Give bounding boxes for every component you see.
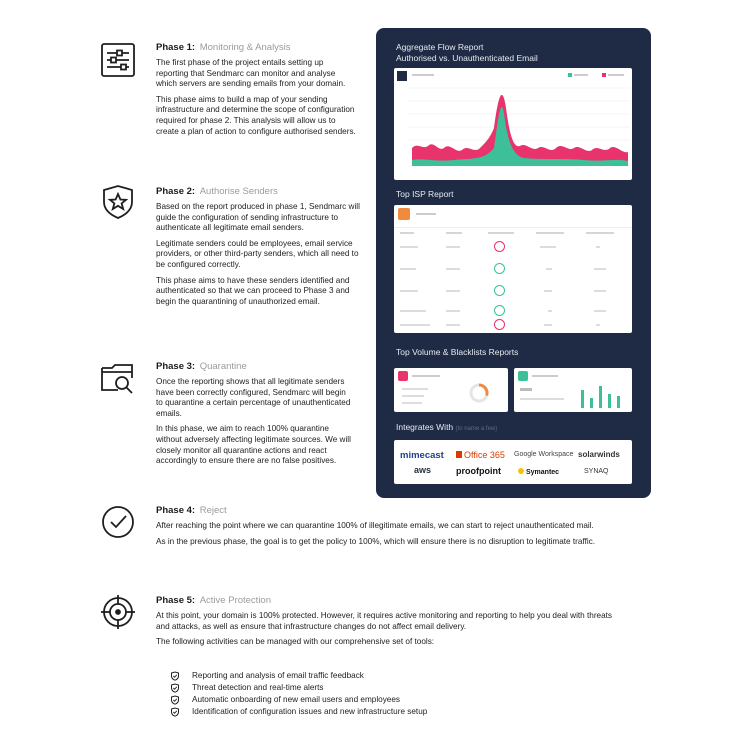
office365-logo: Office 365 xyxy=(456,450,505,460)
donut-chart xyxy=(468,382,490,404)
proofpoint-logo: proofpoint xyxy=(456,466,501,476)
shield-star-icon xyxy=(98,182,138,222)
sliders-icon xyxy=(98,40,138,80)
shield-check-icon xyxy=(170,695,180,705)
compliance-ring xyxy=(494,241,505,252)
list-item: Reporting and analysis of email traffic feedback xyxy=(170,670,427,682)
card-caption-placeholder xyxy=(532,375,558,377)
activity-list xyxy=(170,670,427,718)
phase-2-title: Phase 2: Authorise Senders xyxy=(156,186,278,197)
shield-check-icon xyxy=(170,683,180,693)
volume-bar-chart xyxy=(578,380,628,410)
list-item: Automatic onboarding of new email users and employees xyxy=(170,694,427,706)
compliance-ring xyxy=(494,305,505,316)
card-badge-icon xyxy=(398,371,408,381)
card-badge-icon xyxy=(518,371,528,381)
phase-3-title: Phase 3: Quarantine xyxy=(156,361,247,372)
flow-report-title: Aggregate Flow Report Authorised vs. Unauthenticated Email xyxy=(396,42,538,63)
shield-check-icon xyxy=(170,671,180,681)
mimecast-logo: mimecast xyxy=(400,450,444,461)
phase-4-text: After reaching the point where we can quarantine 100% of illegitimate emails, we can start to reject unauthenticated mail. As in the previous phase, the goal is to get the policy to 100%, which will ensure there is no disruption to legitimate traffic. xyxy=(156,521,596,546)
google-workspace-logo: Google Workspace xyxy=(514,451,574,458)
card-row-placeholder xyxy=(402,388,428,390)
card-row-placeholder xyxy=(520,398,564,400)
volume-report-title: Top Volume & Blacklists Reports xyxy=(396,347,519,357)
integrates-title: Integrates With (to name a few) xyxy=(396,422,498,432)
crosshair-icon xyxy=(98,592,138,632)
volume-card xyxy=(514,368,632,412)
list-item: Threat detection and real-time alerts xyxy=(170,682,427,694)
phase-3-text: Once the reporting shows that all legitimate senders have been correctly configured, Sendmarc will begin to quarantine a certain percentage of unauthenticated emails. In this phase, we aim to reach 100% quarantine without adversely affecting legitimate sources. We will closely monitor all quarantine actions and react accordingly to ensure there are no false positives. xyxy=(156,377,351,466)
flow-area-chart xyxy=(394,68,632,180)
list-item: Identification of configuration issues and new infrastructure setup xyxy=(170,706,427,718)
folder-search-icon xyxy=(98,358,138,398)
top-sources-card xyxy=(394,368,508,412)
solarwinds-logo: solarwinds xyxy=(578,450,620,459)
compliance-ring xyxy=(494,319,505,330)
integrations-card xyxy=(394,440,632,484)
shield-check-icon xyxy=(170,707,180,717)
flow-report-card xyxy=(394,68,632,180)
compliance-ring xyxy=(494,285,505,296)
phase-1-text: The first phase of the project entails setting up reporting that Sendmarc can monitor and analyse which servers are sending emails from your domain. This phase aims to build a map of your sending infrastructure and determine the scope of configuration required for phase 2. This analysis will allow us to create a plan of action to configure authorised senders. xyxy=(156,58,356,136)
card-row-placeholder xyxy=(402,395,424,397)
check-circle-icon xyxy=(98,502,138,542)
phase-1-title: Phase 1: Monitoring & Analysis xyxy=(156,42,291,53)
phase-4-title: Phase 4: Reject xyxy=(156,505,227,516)
card-value-placeholder xyxy=(520,388,532,391)
phase-2-text: Based on the report produced in phase 1, Sendmarc will guide the configuration of sending infrastructure to authenticate all legitimate email senders. Legitimate senders could be employees, email service providers, or other third-party senders, which all need to be configured correctly. This phase aims to have these senders identified and authenticated so that we can proceed to Phase 3 and begin the quarantining of unauthorized email. xyxy=(156,202,360,306)
synaq-logo: SYNAQ xyxy=(584,468,609,475)
card-row-placeholder xyxy=(402,402,422,404)
compliance-ring xyxy=(494,263,505,274)
isp-report-title: Top ISP Report xyxy=(396,189,454,199)
phase-5-text: At this point, your domain is 100% protected. However, it requires active monitoring and reporting to help you deal with threats and attacks, as well as ensure that infrastructure changes do not affect email delivery. The following activities can be managed with our comprehensive set of tools: xyxy=(156,611,613,647)
phase-5-title: Phase 5: Active Protection xyxy=(156,595,272,606)
card-caption-placeholder xyxy=(412,375,440,377)
aws-logo: aws xyxy=(414,465,432,475)
isp-table xyxy=(394,205,632,333)
symantec-logo: Symantec xyxy=(518,468,559,476)
isp-report-card xyxy=(394,205,632,333)
